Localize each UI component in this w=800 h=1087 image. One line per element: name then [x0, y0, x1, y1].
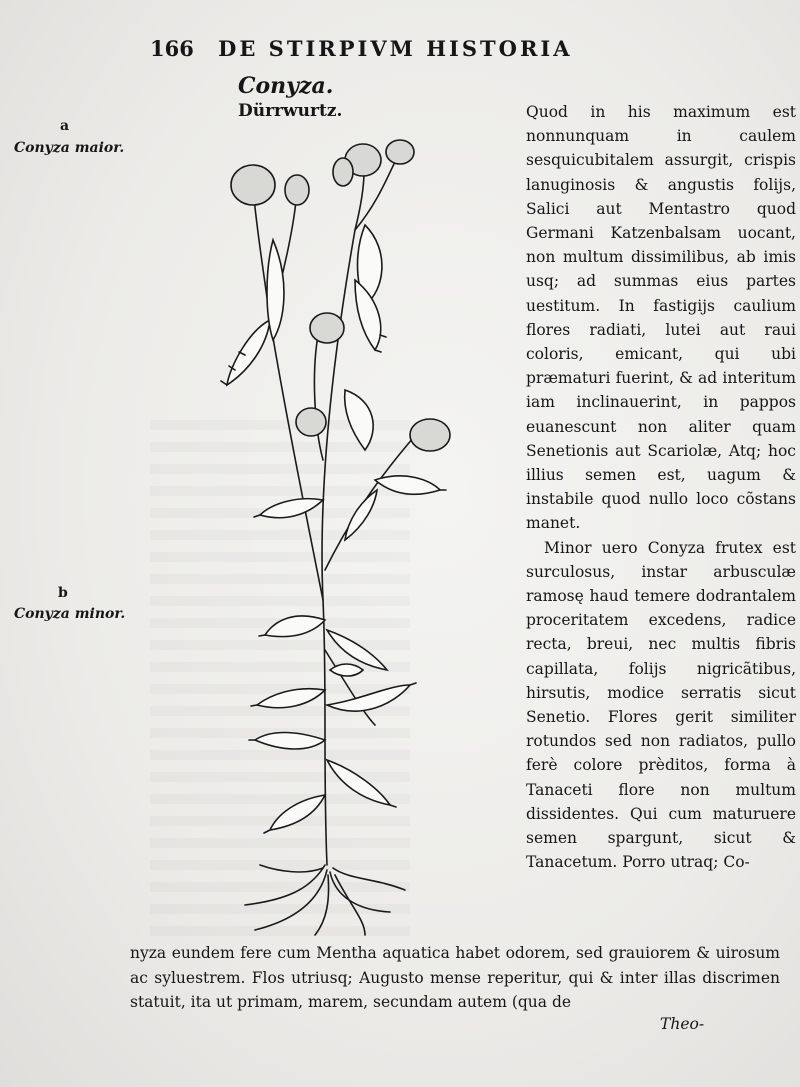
catchword: Theo- — [660, 1015, 705, 1033]
margin-note-conyza-maior: Conyza maior. — [14, 140, 125, 156]
margin-mark-b: b — [58, 585, 68, 601]
text-column — [526, 100, 796, 875]
running-header — [150, 36, 620, 61]
paragraph-conyza-minor: Minor uero Conyza frutex est surculosus, instar arbusculæ ramosę haud temere dodrantalem proceritatem excedens, radice recta, breui, nec multis fibris capillata, folijs nigricãtibus, hirsutis, modice serratis sicut Senetio. Flores gerit similiter rotundos sed non radiatos, pullo ferè colore prèditos, forma à Tanaceti flore non multum dissidentes. Qui cum maturuere semen spargunt, sicut & Tanacetum. Porro utraq; Co- — [526, 538, 796, 872]
running-title: DE STIRPIVM HISTORIA — [218, 36, 573, 61]
full-width-text: nyza eundem fere cum Mentha aquatica habet odorem, sed grauiorem & uirosum ac syluestrem. Flos utriusq; Augusto mense reperitur, qui & inter illas discrimen statuit, ita ut primam, marem, secundam autem (qua de — [130, 944, 780, 1011]
conyza-plant-woodcut-icon — [215, 130, 475, 940]
margin-mark-a: a — [60, 118, 70, 134]
entry-latin-title: Conyza. — [238, 73, 334, 99]
page-number: 166 — [150, 36, 194, 61]
paragraph-conyza-maior: Quod in his maximum est nonnunquam in caulem sesquicubitalem assurgit, crispis lanuginosis & angustis folijs, Salici aut Mentastro quod Germani Katzenbalsam uocant, non multum dissimilibus, ab imis usq; ad summas eius partes uestitum. In fastigijs caulium flores radiati, lutei aut raui coloris, emicant, qui ubi præmaturi fuerint, & ad interitum iam inclinauerint, in pappos euanescunt non aliter quam Senetionis aut Scariolæ, Atq; hoc illius semen est, uagum & instabile quod nullo loco cõstans manet. — [526, 103, 796, 533]
entry-german-title: Dürrwurtz. — [238, 101, 343, 121]
margin-note-conyza-minor: Conyza minor. — [14, 606, 126, 622]
